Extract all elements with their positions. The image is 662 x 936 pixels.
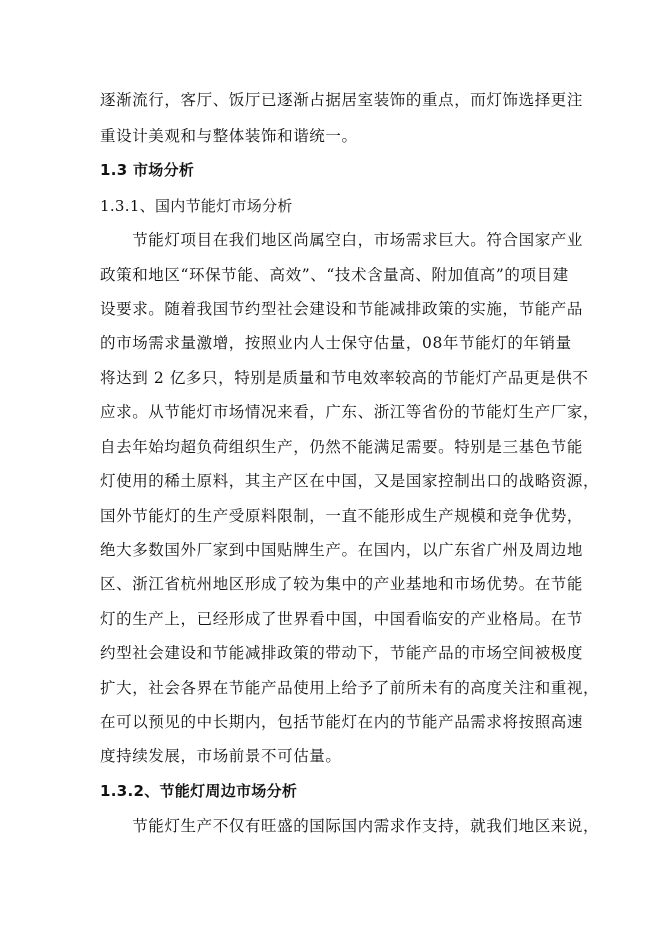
body-text-line: 应求。从节能灯市场情况来看，广东、浙江等省份的节能灯生产厂家， xyxy=(100,403,600,421)
body-text-line: 逐渐流行，客厅、饭厅已逐渐占据居室装饰的重点，而灯饰选择更注 xyxy=(100,91,584,109)
body-text-line: 绝大多数国外厂家到中国贴牌生产。在国内，以广东省广州及周边地 xyxy=(100,541,584,559)
subsection-heading: 1.3.1、国内节能灯市场分析 xyxy=(100,197,293,215)
body-text-line: 扩大，社会各界在节能产品使用上给予了前所未有的高度关注和重视， xyxy=(100,679,600,697)
body-text-line: 自去年始均超负荷组织生产，仍然不能满足需要。特别是三基色节能 xyxy=(100,438,584,456)
body-text-line: 区、浙江省杭州地区形成了较为集中的产业基地和市场优势。在节能 xyxy=(100,575,584,593)
body-text-line: 节能灯项目在我们地区尚属空白，市场需求巨大。符合国家产业 xyxy=(100,231,584,249)
section-heading: 1.3 市场分析 xyxy=(100,161,195,179)
body-text-line: 将达到 2 亿多只，特别是质量和节电效率较高的节能灯产品更是供不 xyxy=(100,369,589,387)
body-text-line: 的市场需求量激增，按照业内人士保守估量，08年节能灯的年销量 xyxy=(100,334,572,352)
body-text-line: 国外节能灯的生产受原料限制，一直不能形成生产规模和竞争优势， xyxy=(100,507,584,525)
body-text-line: 节能灯生产不仅有旺盛的国际国内需求作支持，就我们地区来说， xyxy=(100,817,600,835)
body-text-line: 设要求。随着我国节约型社会建设和节能减排政策的实施，节能产品 xyxy=(100,300,584,318)
body-text-line: 灯使用的稀土原料，其主产区在中国，又是国家控制出口的战略资源， xyxy=(100,472,600,490)
body-text-line: 在可以预见的中长期内，包括节能灯在内的节能产品需求将按照高速 xyxy=(100,713,584,731)
body-text-line: 灯的生产上，已经形成了世界看中国，中国看临安的产业格局。在节 xyxy=(100,610,584,628)
body-text-line: 政策和地区“环保节能、高效”、“技术含量高、附加值高”的项目建 xyxy=(100,266,569,284)
body-text-line: 度持续发展，市场前景不可估量。 xyxy=(100,747,342,765)
body-text-line: 重设计美观和与整体装饰和谐统一。 xyxy=(100,127,358,145)
subsection-heading: 1.3.2、节能灯周边市场分析 xyxy=(100,782,298,800)
body-text-line: 约型社会建设和节能减排政策的带动下，节能产品的市场空间被极度 xyxy=(100,644,584,662)
